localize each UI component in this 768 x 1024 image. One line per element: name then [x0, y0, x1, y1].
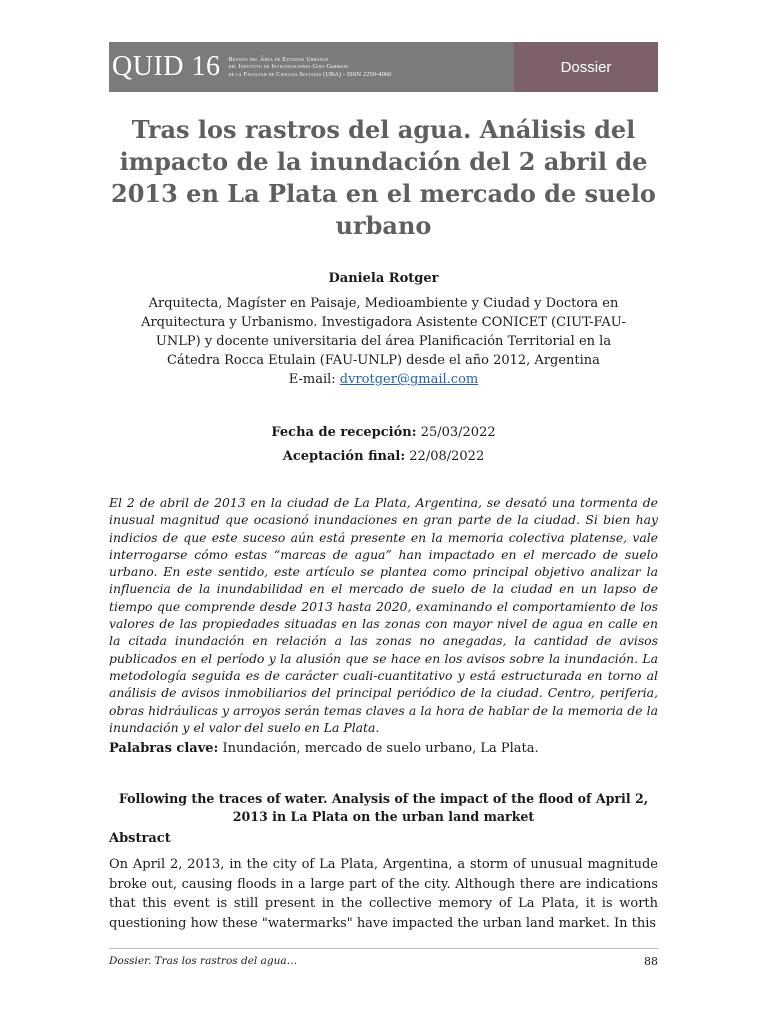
article-dates — [109, 421, 658, 469]
page-number: 88 — [644, 955, 658, 968]
author-name: Daniela Rotger — [328, 271, 439, 286]
abstract-spanish: El 2 de abril de 2013 en la ciudad de La Plata, Argentina, se desató una tormenta de inusual magnitud que ocasionó inundaciones en gran parte de la ciudad. Si bien hay indicios de que este suceso aún está presente en la memoria colectiva platense, vale interrogarse cómo estas “marcas de agua” han impactado en el mercado de suelo urbano. En este sentido, este artículo se plantea como principal objetivo analizar la influencia de la inundabilidad en el mercado de suelo de la ciudad en un lapso de tiempo que comprende desde 2013 hasta 2020, examinando el comportamiento de los valores de las propiedades situadas en las zonas con mayor nivel de agua en calle en la citada inundación en relación a las zonas no anegadas, la cantidad de avisos publicados en el período y la alusión que se hace en los avisos sobre la inundación. La metodología seguida es de carácter cuali-cuantitativo y está estructurada en torno al análisis de avisos inmobiliarios del principal periódico de la ciudad. Centro, periferia, obras hidráulicas y arroyos serán temas claves a la hora de hablar de la memoria de la inundación y el valor del suelo en La Plata. — [109, 495, 658, 735]
running-title: Dossier. Tras los rastros del agua… — [109, 955, 298, 967]
author-affiliation: Arquitecta, Magíster en Paisaje, Medioambiente y Ciudad y Doctora en Arquitectura y Urbanismo. Investigadora Asistente CONICET (CIUT-FAU-UNLP) y docente universitaria del área Planificación Territorial en la Cátedra Rocca Etulain (FAU-UNLP) desde el año 2012, Argentina — [141, 296, 626, 368]
journal-info — [229, 56, 392, 78]
abstract-english: On April 2, 2013, in the city of La Plata, Argentina, a storm of unusual magnitude broke out, causing floods in a large part of the city. Although there are indications that this event is still present in the collective memory of La Plata, it is worth questioning how these "watermarks" have impacted the urban land market. In this — [109, 857, 658, 931]
journal-info-line: Revista del Área de Estudios Urbanos — [228, 56, 329, 64]
journal-info-line: del Instituto de Investigaciones Gino Germani — [228, 63, 349, 71]
journal-masthead — [109, 42, 514, 92]
keywords-text: Inundación, mercado de suelo urbano, La Plata. — [222, 741, 539, 756]
footer-divider — [109, 948, 658, 949]
keywords — [109, 741, 658, 756]
journal-info-line: de la Facultad de Ciencias Sociales (UBA) - ISSN 2250-4060 — [228, 70, 392, 78]
email-link[interactable]: dvrotger@gmail.com — [339, 372, 479, 387]
journal-logo: QUID 16 — [112, 51, 221, 82]
author-email — [109, 372, 658, 387]
accepted-value: 22/08/2022 — [409, 449, 485, 464]
accepted-label: Aceptación final: — [282, 449, 406, 464]
email-label: E-mail: — [288, 372, 336, 387]
accepted-date — [109, 445, 658, 469]
section-label: Dossier — [514, 42, 658, 92]
abstract-heading: Abstract — [109, 831, 171, 846]
keywords-label: Palabras clave: — [109, 741, 219, 756]
article-title: Tras los rastros del agua. Análisis del impacto de la inundación del 2 abril de 2013 en La Plata en el mercado de suelo urbano — [111, 115, 656, 240]
english-title: Following the traces of water. Analysis of the impact of the flood of April 2, 2013 in La Plata on the urban land market — [118, 791, 649, 824]
received-label: Fecha de recepción: — [271, 425, 417, 440]
received-date — [109, 421, 658, 445]
journal-banner — [109, 42, 658, 92]
received-value: 25/03/2022 — [420, 425, 496, 440]
